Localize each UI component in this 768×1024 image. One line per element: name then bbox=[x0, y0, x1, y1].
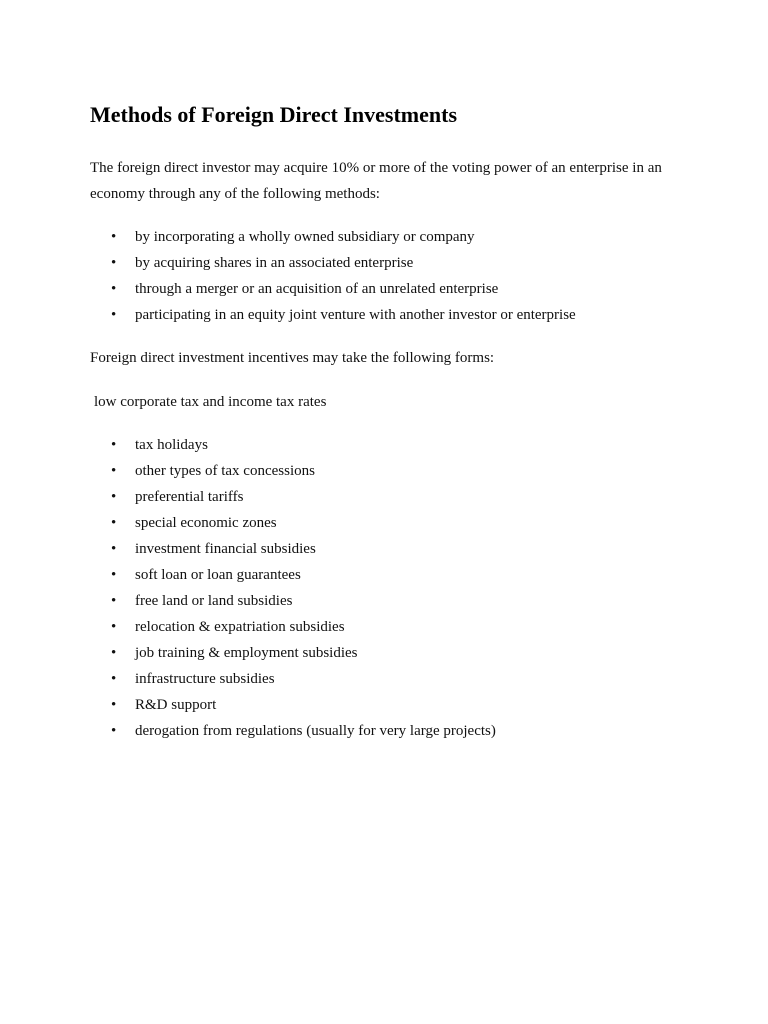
list-item bbox=[90, 640, 690, 666]
list-item bbox=[90, 458, 690, 484]
list-item-text: job training & employment subsidies bbox=[135, 645, 358, 661]
bullet-icon: • bbox=[111, 593, 117, 609]
list-item bbox=[90, 250, 690, 276]
list-item-text: through a merger or an acquisition of an unrelated enterprise bbox=[135, 281, 499, 297]
list-item bbox=[90, 484, 690, 510]
list-item-text: soft loan or loan guarantees bbox=[135, 567, 301, 583]
bullet-icon: • bbox=[111, 229, 117, 245]
list-item bbox=[90, 536, 690, 562]
list-item-text: derogation from regulations (usually for very large projects) bbox=[135, 723, 496, 739]
methods-list bbox=[90, 224, 690, 328]
bullet-icon: • bbox=[111, 489, 117, 505]
list-item-text: special economic zones bbox=[135, 515, 277, 531]
list-item bbox=[90, 692, 690, 718]
bullet-icon: • bbox=[111, 541, 117, 557]
list-item-text: by incorporating a wholly owned subsidiary or company bbox=[135, 229, 475, 245]
list-item bbox=[90, 510, 690, 536]
list-item bbox=[90, 614, 690, 640]
bullet-icon: • bbox=[111, 463, 117, 479]
list-item-text: preferential tariffs bbox=[135, 489, 244, 505]
list-item bbox=[90, 666, 690, 692]
bullet-icon: • bbox=[111, 619, 117, 635]
list-item-text: investment financial subsidies bbox=[135, 541, 316, 557]
list-item-text: R&D support bbox=[135, 697, 217, 713]
incentives-intro-paragraph: Foreign direct investment incentives may take the following forms: bbox=[90, 350, 495, 366]
list-item bbox=[90, 276, 690, 302]
list-item bbox=[90, 718, 690, 744]
list-item-text: tax holidays bbox=[135, 437, 208, 453]
list-item bbox=[90, 302, 690, 328]
list-item bbox=[90, 432, 690, 458]
incentives-list bbox=[90, 432, 690, 744]
list-item bbox=[90, 588, 690, 614]
bullet-icon: • bbox=[111, 645, 117, 661]
bullet-icon: • bbox=[111, 723, 117, 739]
list-item bbox=[90, 224, 690, 250]
document-title: Methods of Foreign Direct Investments bbox=[90, 102, 458, 127]
bullet-icon: • bbox=[111, 515, 117, 531]
bullet-icon: • bbox=[111, 281, 117, 297]
list-item-text: other types of tax concessions bbox=[135, 463, 315, 479]
bullet-icon: • bbox=[111, 307, 117, 323]
list-item-text: free land or land subsidies bbox=[135, 593, 293, 609]
list-item-text: infrastructure subsidies bbox=[135, 671, 275, 687]
list-item-text: by acquiring shares in an associated enterprise bbox=[135, 255, 414, 271]
bullet-icon: • bbox=[111, 255, 117, 271]
bullet-icon: • bbox=[111, 697, 117, 713]
low-tax-line: low corporate tax and income tax rates bbox=[94, 394, 327, 410]
list-item-text: participating in an equity joint venture with another investor or enterprise bbox=[135, 307, 576, 323]
bullet-icon: • bbox=[111, 567, 117, 583]
list-item-text: relocation & expatriation subsidies bbox=[135, 619, 345, 635]
bullet-icon: • bbox=[111, 671, 117, 687]
document-page bbox=[90, 98, 690, 744]
list-item bbox=[90, 562, 690, 588]
intro-paragraph: The foreign direct investor may acquire 10% or more of the voting power of an enterprise in an economy through any of the following methods: bbox=[90, 160, 662, 202]
bullet-icon: • bbox=[111, 437, 117, 453]
